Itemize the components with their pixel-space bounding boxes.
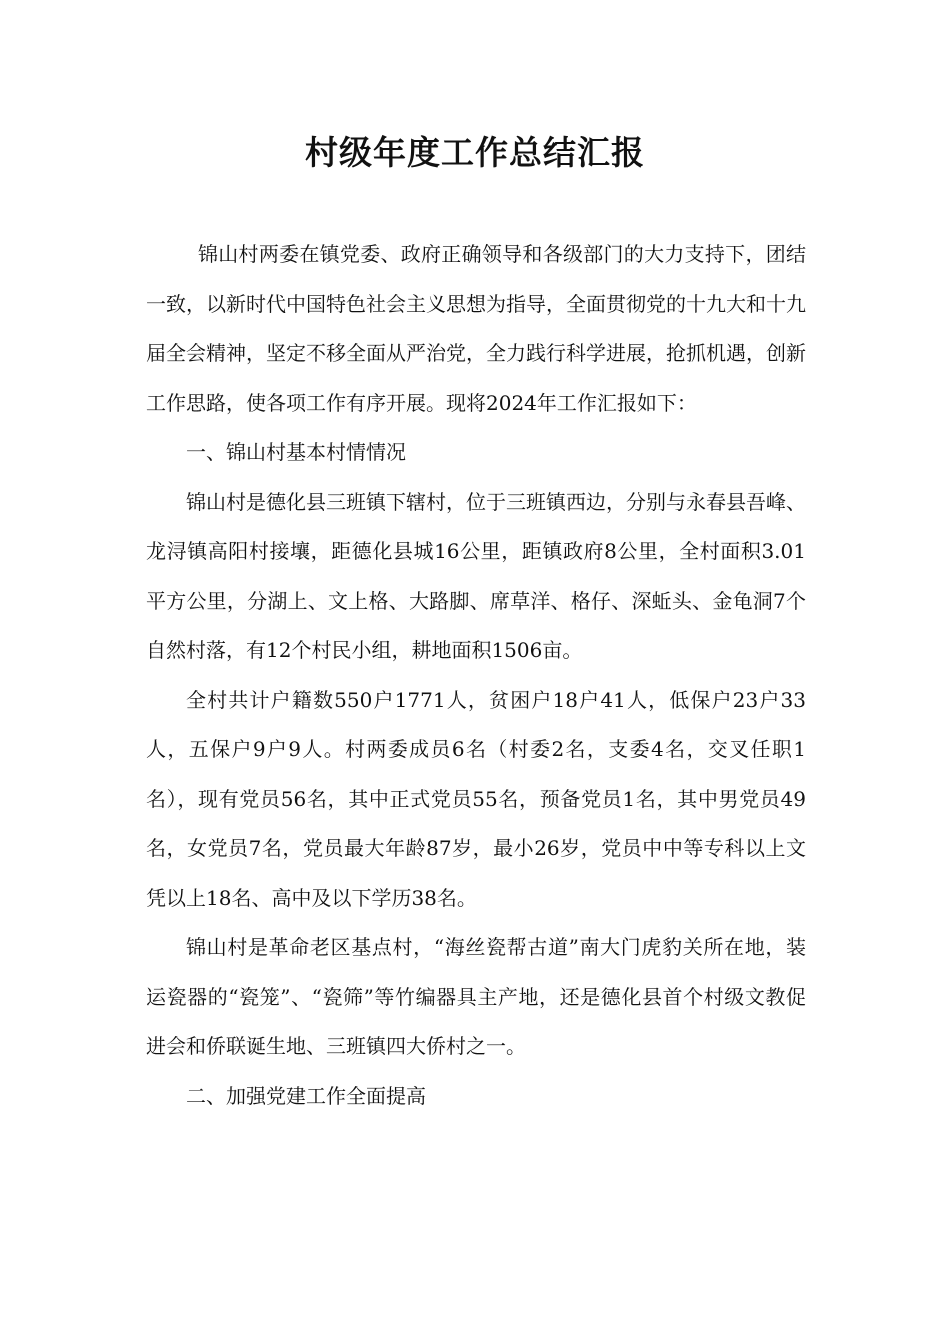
section-heading-2: 二、加强党建工作全面提高 — [186, 1083, 426, 1108]
paragraph-population: 全村共计户籍数550户1771人，贫困户18户41人，低保户23户33人，五保户9户9人。村两委成员6名（村委2名，支委4名，交叉任职1名），现有党员56名，其中正式党员55名，预备党员1名，其中男党员49名，女党员7名，党员最大年龄87岁，最小26岁，党员中中等专科以上文凭以上18名、高中及以下学历38名。 — [146, 687, 806, 910]
document-body — [146, 230, 806, 1121]
paragraph-intro: 锦山村两委在镇党委、政府正确领导和各级部门的大力支持下，团结一致，以新时代中国特色社会主义思想为指导，全面贯彻党的十九大和十九届全会精神，坚定不移全面从严治党，全力践行科学进展，抢抓机遇，创新工作思路，使各项工作有序开展。现将2024年工作汇报如下： — [146, 242, 806, 415]
paragraph-location: 锦山村是德化县三班镇下辖村，位于三班镇西边，分别与永春县吾峰、龙浔镇高阳村接壤，距德化县城16公里，距镇政府8公里，全村面积3.01平方公里，分湖上、文上格、大路脚、席草洋、格仔、深蚯头、金龟洞7个自然村落，有12个村民小组，耕地面积1506亩。 — [146, 489, 806, 662]
section-heading-1: 一、锦山村基本村情情况 — [186, 440, 406, 464]
document-title: 村级年度工作总结汇报 — [305, 133, 645, 172]
paragraph-history: 锦山村是革命老区基点村，“海丝瓷帮古道”南大门虎豹关所在地，装运瓷器的“瓷笼”、“瓷筛”等竹编器具主产地，还是德化县首个村级文教促进会和侨联诞生地、三班镇四大侨村之一。 — [146, 935, 806, 1058]
